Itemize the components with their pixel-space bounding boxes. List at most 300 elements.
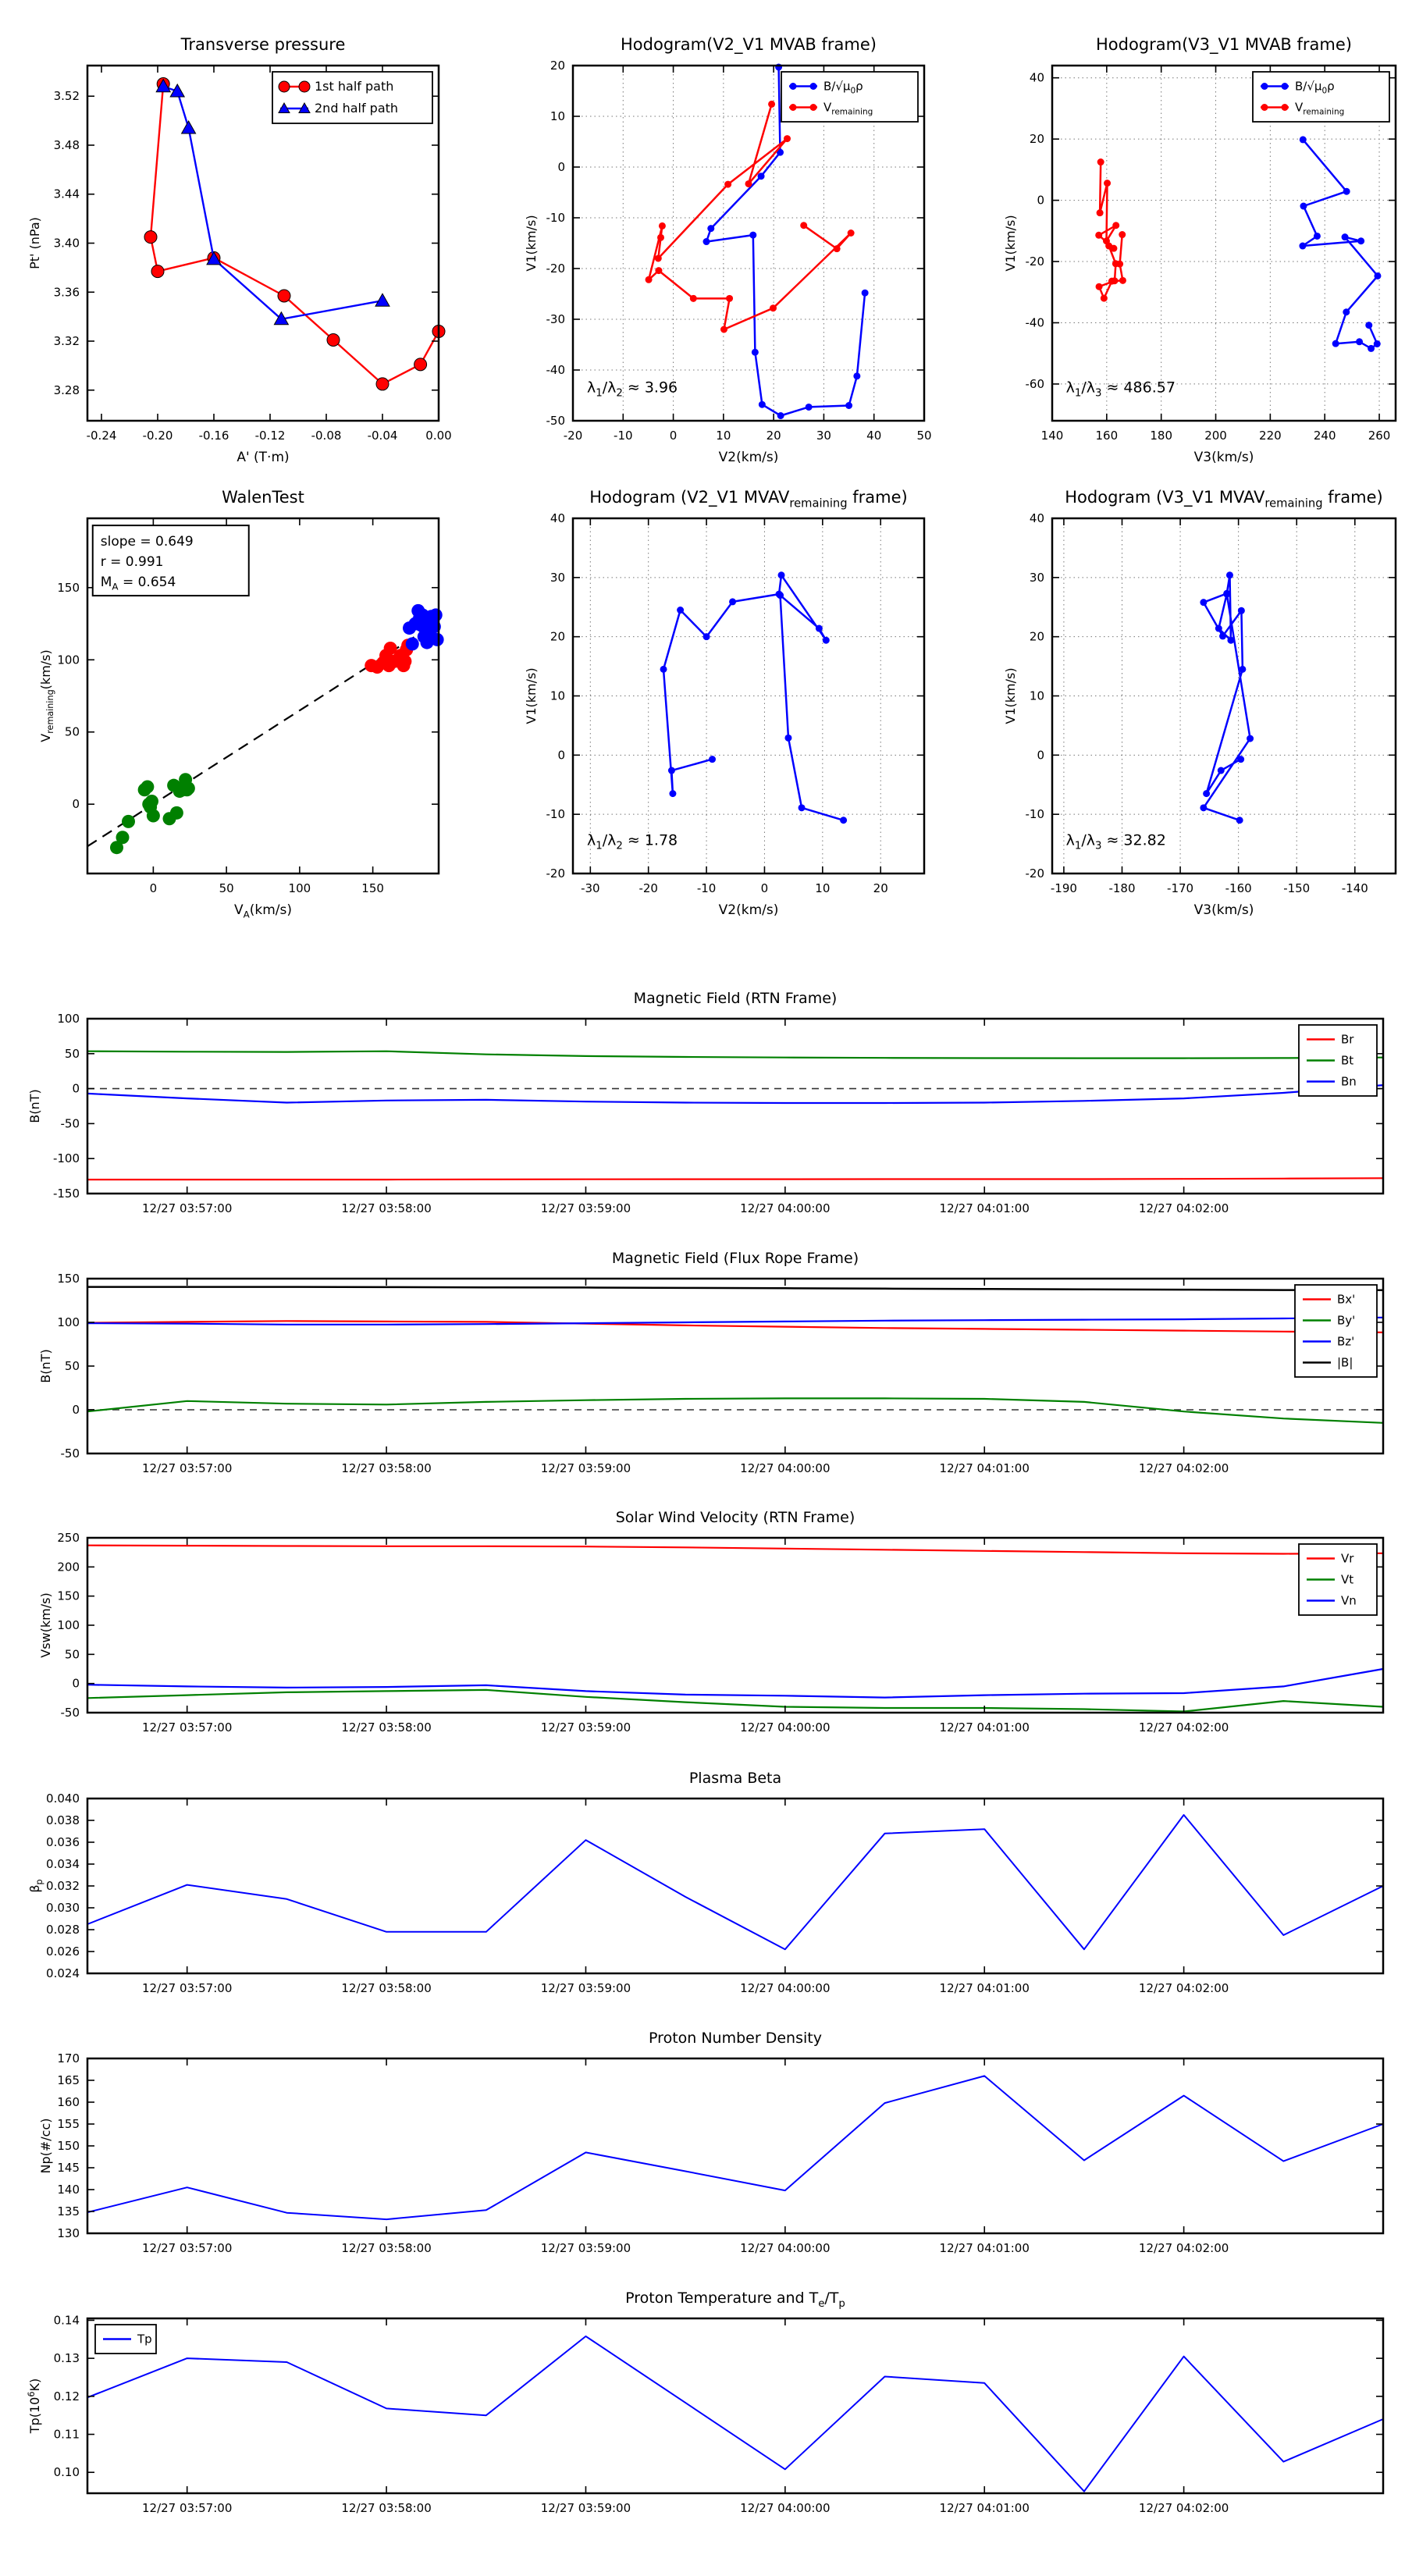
y-tick-label: 0.032 [46,1879,80,1893]
hodogram-v2v1-mvab-point-v-remaining [800,222,807,229]
hodogram-v3v1-mvab-point-b-alfven [1368,345,1375,352]
y-tick-label: 140 [57,2183,80,2197]
legend-label: 2nd half path [315,101,399,116]
x-tick-label: 12/27 03:58:00 [341,2501,432,2515]
transverse-pressure-point-1st-half-path [414,358,427,371]
y-tick-label: 0 [72,1676,80,1691]
x-tick-label: 12/27 03:59:00 [540,1981,631,1995]
hodogram-v3v1-mvav-point-v-path [1203,790,1210,797]
legend-marker [1261,83,1268,90]
magnetic-field-rtn-ylabel: B(nT) [27,1089,42,1123]
hodogram-v3v1-mvab-point-b-alfven [1300,203,1307,210]
x-tick-label: -160 [1225,881,1252,895]
hodogram-v2v1-mvav-point-v-path [840,817,847,824]
hodogram-v3v1-mvav-point-v-path [1200,599,1207,606]
hodogram-v2v1-mvav-chart [517,464,985,920]
x-tick-label: 240 [1313,429,1336,443]
x-tick-label: -10 [614,429,633,443]
y-tick-label: 135 [57,2204,80,2218]
x-tick-label: -150 [1283,881,1311,895]
walen-test-point-green-points [122,815,135,828]
hodogram-v3v1-mvab-point-b-alfven [1343,188,1350,195]
x-tick-label: 12/27 03:57:00 [142,2241,233,2255]
hodogram-v3v1-mvab-xlabel: V3(km/s) [1193,450,1254,465]
legend-label: Tp [137,2332,152,2347]
x-tick-label: 12/27 04:02:00 [1138,2501,1229,2515]
transverse-pressure-ylabel: Pt' (nPa) [27,217,42,269]
y-tick-label: -60 [1025,376,1044,391]
hodogram-v2v1-mvab-chart [517,11,985,468]
transverse-pressure-point-1st-half-path [327,333,340,346]
hodogram-v2v1-mvav-point-v-path [823,637,830,644]
hodogram-v2v1-mvav-point-v-path [784,735,791,742]
hodogram-v3v1-mvab-chart [999,11,1405,468]
magnetic-field-flux-rope-chart [31,1224,1405,1482]
y-tick-label: 0.036 [46,1835,80,1849]
hodogram-v3v1-mvav-point-v-path [1223,591,1230,598]
solar-wind-velocity-chart [31,1483,1405,1741]
stats-line: $M_A = 0.654$ [100,575,176,592]
hodogram-v2v1-mvab-point-b-alfven [777,412,784,419]
y-tick-label: 0.028 [46,1923,80,1937]
hodogram-v2v1-mvab-point-b-alfven [758,173,765,180]
legend-label: |B| [1337,1355,1353,1370]
y-tick-label: -50 [60,1446,80,1461]
y-tick-label: 3.32 [53,334,80,349]
y-tick-label: -20 [546,866,565,881]
hodogram-v3v1-mvab-point-b-alfven [1299,243,1306,250]
hodogram-v3v1-mvab-point-b-alfven [1374,340,1381,347]
hodogram-v2v1-mvav-point-v-path [677,607,684,614]
x-tick-label: 12/27 03:57:00 [142,1201,233,1215]
proton-number-density-ylabel: Np(#/cc) [38,2118,53,2174]
hodogram-v2v1-mvab-point-v-remaining [726,295,733,302]
hodogram-v2v1-mvab-ylabel: V1(km/s) [524,215,539,272]
walen-test-point-green-points [170,806,183,820]
x-tick-label: -170 [1167,881,1194,895]
proton-temperature-ylabel: $Tp(10^6K)$ [26,2378,42,2434]
hodogram-v2v1-mvab-point-v-remaining [784,135,791,142]
proton-number-density-title: Proton Number Density [649,2030,822,2047]
legend-marker [790,83,797,90]
x-tick-label: -10 [696,881,717,895]
legend-marker [790,104,797,111]
y-tick-label: 160 [57,2095,80,2109]
x-tick-label: 12/27 04:00:00 [740,1720,831,1735]
x-tick-label: 160 [1095,429,1119,443]
walen-test-xlabel: $V_A(km/s)$ [233,902,293,920]
hodogram-v2v1-mvab-point-b-alfven [853,372,860,379]
hodogram-v2v1-mvab-annotation: $\lambda_1/\lambda_2 \approx 3.96$ [587,379,678,400]
walen-test-point-blue-points [406,637,419,650]
hodogram-v3v1-mvab-point-v-remaining [1119,231,1126,238]
hodogram-v3v1-mvab-annotation: $\lambda_1/\lambda_3 \approx 486.57$ [1065,379,1176,400]
legend-label: Vr [1341,1551,1354,1566]
legend-label: Vn [1341,1593,1357,1608]
y-tick-label: 0.14 [53,2313,80,2328]
hodogram-v3v1-mvab-point-b-alfven [1332,340,1339,347]
hodogram-v2v1-mvab-point-v-remaining [659,222,666,229]
x-tick-label: 12/27 04:02:00 [1138,2241,1229,2255]
plasma-beta-chart [27,1744,1405,2001]
x-tick-label: 0.00 [425,429,452,443]
transverse-pressure-title: Transverse pressure [180,35,346,54]
legend-label: Br [1341,1032,1354,1047]
hodogram-v3v1-mvav-point-v-path [1238,607,1245,614]
x-tick-label: -0.16 [198,429,229,443]
y-tick-label: 150 [57,2139,80,2153]
hodogram-v3v1-mvav-point-v-path [1218,767,1225,774]
proton-density-chart [31,2004,1405,2261]
hodogram-v2v1-mvav-point-v-path [669,790,676,797]
y-tick-label: -20 [546,262,565,276]
x-tick-label: 12/27 04:00:00 [740,2501,831,2515]
y-tick-label: -10 [546,807,565,822]
y-tick-label: 0 [1037,748,1044,763]
hodogram-v2v1-mvab-point-b-alfven [759,401,766,408]
y-tick-label: 0 [557,748,565,763]
hodogram-v3v1-mvab-ylabel: V1(km/s) [1003,215,1018,272]
hodogram-v3v1-mvab-point-b-alfven [1342,233,1349,240]
hodogram-v3v1-mvab-point-v-remaining [1116,261,1123,268]
x-tick-label: 12/27 03:59:00 [540,2501,631,2515]
x-tick-label: 12/27 04:01:00 [939,1720,1030,1735]
x-tick-label: 10 [716,429,731,443]
y-tick-label: 30 [1029,570,1044,585]
hodogram-v2v1-mvab-point-v-remaining [745,180,752,187]
x-tick-label: 12/27 03:59:00 [540,1720,631,1735]
y-tick-label: 0.10 [53,2465,80,2480]
hodogram-v2v1-mvab-point-b-alfven [707,225,714,232]
hodogram-v3v1-mvab-point-v-remaining [1095,232,1102,239]
y-tick-label: -30 [546,312,565,326]
legend-marker [810,104,817,111]
y-tick-label: 50 [64,1647,80,1662]
hodogram-v2v1-mvab-point-v-remaining [768,101,775,108]
x-tick-label: 12/27 04:02:00 [1138,1201,1229,1215]
legend-label: 1st half path [315,79,394,94]
proton-temperature-title: Proton Temperature and $T_e/T_p$ [625,2290,845,2310]
legend-marker [1282,104,1289,111]
x-tick-label: -0.08 [311,429,342,443]
x-tick-label: -190 [1050,881,1077,895]
y-tick-label: 0 [72,797,80,812]
walen-test-point-green-points [140,781,154,794]
legend-label: $B/√\mu_0\rho$ [823,79,863,96]
y-tick-label: 3.52 [53,89,80,104]
y-tick-label: 3.44 [53,187,80,201]
walen-test-ylabel: $V_{remaining}(km/s)$ [38,649,55,742]
hodogram-v2v1-mvab-point-v-remaining [655,267,662,274]
x-tick-label: 20 [766,429,781,443]
hodogram-v2v1-mvav-xlabel: V2(km/s) [718,902,779,918]
hodogram-v3v1-mvab-point-b-alfven [1365,322,1372,329]
x-tick-label: 12/27 04:02:00 [1138,1720,1229,1735]
transverse-pressure-point-1st-half-path [376,378,389,390]
x-tick-label: 12/27 03:57:00 [142,2501,233,2515]
hodogram-v2v1-mvab-point-b-alfven [703,238,710,245]
hodogram-v2v1-mvab-title: Hodogram(V2_V1 MVAB frame) [621,35,877,54]
x-tick-label: 12/27 04:00:00 [740,2241,831,2255]
legend-label: $B/√\mu_0\rho$ [1295,79,1335,96]
hodogram-v2v1-mvav-point-v-path [799,804,806,811]
y-tick-label: 0.038 [46,1813,80,1827]
y-tick-label: 0 [557,160,565,174]
hodogram-v2v1-mvab-point-b-alfven [806,404,813,411]
hodogram-v3v1-mvav-point-v-path [1236,817,1243,824]
y-tick-label: 0.11 [53,2427,80,2442]
x-tick-label: 12/27 04:01:00 [939,1201,1030,1215]
y-tick-label: 0.030 [46,1901,80,1915]
hodogram-v3v1-mvab-point-v-remaining [1105,243,1112,250]
transverse-pressure-point-1st-half-path [278,290,290,302]
magnetic-field-rtn-title: Magnetic Field (RTN Frame) [633,990,838,1007]
x-tick-label: -0.24 [86,429,117,443]
legend-marker [1261,104,1268,111]
legend-label: Bn [1341,1074,1357,1089]
y-tick-label: 0.12 [53,2389,80,2403]
x-tick-label: 12/27 04:01:00 [939,1981,1030,1995]
y-tick-label: 0.040 [46,1791,80,1806]
stats-line: slope = 0.649 [100,534,194,550]
walen-test-chart [31,464,500,920]
hodogram-v3v1-mvab-point-v-remaining [1097,209,1104,216]
hodogram-v2v1-mvab-point-v-remaining [848,229,855,237]
y-tick-label: -50 [546,414,565,428]
walen-test-point-blue-points [429,608,443,621]
y-tick-label: 3.48 [53,137,80,152]
x-tick-label: 0 [760,881,769,895]
y-tick-label: 0 [1037,193,1044,208]
y-tick-label: -40 [546,363,565,377]
y-tick-label: -20 [1025,866,1044,881]
y-tick-label: -10 [546,211,565,225]
x-tick-label: 200 [1204,429,1227,443]
hodogram-v2v1-mvav-ylabel: V1(km/s) [524,667,539,724]
hodogram-v3v1-mvav-point-v-path [1227,637,1234,644]
y-tick-label: 0.13 [53,2351,80,2366]
walen-test-point-green-points [147,809,160,823]
y-tick-label: 20 [550,629,565,644]
hodogram-v3v1-mvav-point-v-path [1239,666,1246,673]
y-tick-label: 20 [550,59,565,73]
plasma-beta-title: Plasma Beta [688,1770,782,1787]
x-tick-label: -0.04 [367,429,398,443]
hodogram-v3v1-mvab-title: Hodogram(V3_V1 MVAB frame) [1096,35,1352,54]
y-tick-label: 3.40 [53,236,80,251]
hodogram-v2v1-mvav-point-v-path [668,767,675,774]
y-tick-label: 50 [64,1359,80,1373]
y-tick-label: 100 [57,653,80,667]
x-tick-label: 12/27 03:59:00 [540,1461,631,1475]
hodogram-v2v1-mvav-point-v-path [778,571,785,578]
x-tick-label: 10 [815,881,831,895]
y-tick-label: 30 [550,570,565,585]
hodogram-v3v1-mvab-point-v-remaining [1101,295,1108,302]
legend-label: $V_{remaining}$ [823,100,873,117]
hodogram-v2v1-mvav-point-v-path [660,666,667,673]
y-tick-label: -20 [1025,254,1044,269]
y-tick-label: 20 [1029,629,1044,644]
x-tick-label: 140 [1040,429,1064,443]
y-tick-label: 40 [1029,511,1044,525]
walen-test-point-green-points [116,831,130,844]
x-tick-label: 50 [219,881,234,895]
y-tick-label: 150 [57,1589,80,1603]
x-tick-label: 12/27 03:57:00 [142,1981,233,1995]
y-tick-label: 0.034 [46,1857,80,1871]
x-tick-label: 12/27 03:57:00 [142,1461,233,1475]
y-tick-label: 0 [72,1403,80,1417]
x-tick-label: 12/27 04:00:00 [740,1461,831,1475]
legend-marker [1282,83,1289,90]
y-tick-label: -40 [1025,315,1044,330]
x-tick-label: -180 [1108,881,1136,895]
hodogram-v2v1-mvav-annotation: $\lambda_1/\lambda_2 \approx 1.78$ [587,831,678,852]
solar-wind-velocity-ylabel: Vsw(km/s) [38,1592,53,1658]
x-tick-label: 20 [873,881,888,895]
hodogram-v3v1-mvav-chart [999,464,1405,920]
hodogram-v2v1-mvav-title: Hodogram (V2_V1 $MVAV_{remaining}$ frame) [589,488,908,511]
proton-temperature-chart [26,2264,1405,2521]
x-tick-label: -30 [581,881,600,895]
transverse-pressure-point-1st-half-path [144,231,157,244]
hodogram-v3v1-mvab-point-v-remaining [1119,277,1126,284]
y-tick-label: 3.36 [53,285,80,300]
x-tick-label: 12/27 04:01:00 [939,1461,1030,1475]
x-tick-label: 220 [1259,429,1282,443]
y-tick-label: 130 [57,2226,80,2240]
walen-test-point-green-points [145,795,158,808]
x-tick-label: 12/27 03:58:00 [341,1720,432,1735]
hodogram-v2v1-mvab-point-b-alfven [752,349,759,356]
x-tick-label: 12/27 03:59:00 [540,1201,631,1215]
walen-test-point-blue-points [431,633,444,646]
hodogram-v2v1-mvav-point-v-path [816,625,823,632]
hodogram-v3v1-mvab-point-b-alfven [1356,338,1363,345]
y-tick-label: 145 [57,2161,80,2175]
hodogram-v2v1-mvab-point-v-remaining [655,255,662,262]
x-tick-label: -0.20 [142,429,173,443]
walen-test-point-red-points [398,655,411,668]
y-tick-label: 155 [57,2117,80,2131]
hodogram-v3v1-mvab-point-b-alfven [1374,272,1381,279]
x-tick-label: 180 [1150,429,1173,443]
hodogram-v3v1-mvav-point-v-path [1219,632,1226,639]
y-tick-label: -50 [60,1116,80,1131]
hodogram-v2v1-mvab-point-v-remaining [834,245,841,252]
x-tick-label: 12/27 03:59:00 [540,2241,631,2255]
hodogram-v2v1-mvab-point-v-remaining [646,276,653,283]
y-tick-label: 100 [57,1618,80,1632]
legend-marker [279,81,290,92]
hodogram-v3v1-mvab-point-b-alfven [1314,233,1321,240]
hodogram-v3v1-mvav-point-v-path [1237,756,1244,763]
x-tick-label: 260 [1368,429,1391,443]
x-tick-label: 12/27 04:02:00 [1138,1461,1229,1475]
hodogram-v2v1-mvav-point-v-path [703,633,710,640]
hodogram-v3v1-mvab-point-v-remaining [1096,283,1103,290]
y-tick-label: 10 [550,688,565,703]
y-tick-label: 150 [57,1272,80,1286]
legend-label: Bt [1341,1053,1354,1068]
hodogram-v2v1-mvab-point-v-remaining [690,295,697,302]
y-tick-label: 100 [57,1315,80,1329]
y-tick-label: 200 [57,1560,80,1574]
hodogram-v2v1-mvav-point-v-path [729,598,736,605]
hodogram-v3v1-mvav-point-v-path [1215,625,1222,632]
hodogram-v3v1-mvav-point-v-path [1247,735,1254,742]
plasma-beta-ylabel: $\beta_p$ [27,1879,44,1893]
x-tick-label: 150 [361,881,384,895]
hodogram-v2v1-mvav-point-v-path [709,756,716,763]
hodogram-v3v1-mvab-point-b-alfven [1357,237,1364,244]
y-tick-label: 20 [1029,132,1044,147]
walen-test-point-green-points [182,781,195,795]
legend-marker [810,83,817,90]
hodogram-v3v1-mvav-ylabel: V1(km/s) [1003,667,1018,724]
x-tick-label: -0.12 [254,429,286,443]
legend-label: Bz' [1337,1334,1355,1349]
hodogram-v2v1-mvab-point-v-remaining [724,181,731,188]
x-tick-label: 100 [288,881,311,895]
hodogram-v2v1-mvab-point-b-alfven [845,402,852,409]
legend-label: $V_{remaining}$ [1295,100,1345,117]
stats-line: r = 0.991 [100,554,164,571]
y-tick-label: 10 [550,109,565,123]
y-tick-label: 170 [57,2051,80,2065]
hodogram-v3v1-mvab-point-b-alfven [1300,136,1307,143]
hodogram-v3v1-mvab-point-b-alfven [1343,308,1350,315]
hodogram-v3v1-mvav-annotation: $\lambda_1/\lambda_3 \approx 32.82$ [1065,831,1166,852]
x-tick-label: 0 [669,429,678,443]
x-tick-label: 50 [916,429,932,443]
hodogram-v2v1-mvab-point-b-alfven [749,232,756,239]
x-tick-label: 12/27 04:00:00 [740,1201,831,1215]
hodogram-v3v1-mvab-point-v-remaining [1104,180,1111,187]
hodogram-v2v1-mvab-point-b-alfven [862,290,869,297]
y-tick-label: 10 [1029,688,1044,703]
y-tick-label: -10 [1025,807,1044,822]
legend-label: Vt [1341,1572,1354,1587]
y-tick-label: 50 [64,1046,80,1061]
hodogram-v3v1-mvab-point-v-remaining [1108,278,1115,285]
hodogram-v3v1-mvav-title: Hodogram (V3_V1 $MVAV_{remaining}$ frame) [1065,488,1383,511]
x-tick-label: -140 [1341,881,1368,895]
x-tick-label: -20 [638,881,658,895]
legend-marker [299,81,310,92]
hodogram-v3v1-mvav-point-v-path [1200,804,1207,811]
y-tick-label: 165 [57,2073,80,2087]
hodogram-v2v1-mvav-point-v-path [777,592,784,599]
y-tick-label: -150 [52,1187,80,1201]
x-tick-label: 30 [816,429,831,443]
hodogram-v2v1-mvab-point-v-remaining [720,326,727,333]
transverse-pressure-xlabel: A' (T·m) [237,450,290,465]
y-tick-label: 100 [57,1012,80,1026]
hodogram-v3v1-mvav-xlabel: V3(km/s) [1193,902,1254,918]
y-tick-label: -100 [52,1151,80,1166]
y-tick-label: 150 [57,580,80,595]
y-tick-label: 3.28 [53,382,80,397]
y-tick-label: 0.024 [46,1966,80,1980]
hodogram-v3v1-mvav-point-v-path [1226,571,1233,578]
y-tick-label: 0 [72,1081,80,1096]
y-tick-label: -50 [60,1706,80,1720]
magnetic-field-flux-rope-ylabel: B(nT) [38,1349,53,1383]
hodogram-v3v1-mvab-point-v-remaining [1097,158,1104,165]
hodogram-v2v1-mvab-point-v-remaining [657,234,664,241]
